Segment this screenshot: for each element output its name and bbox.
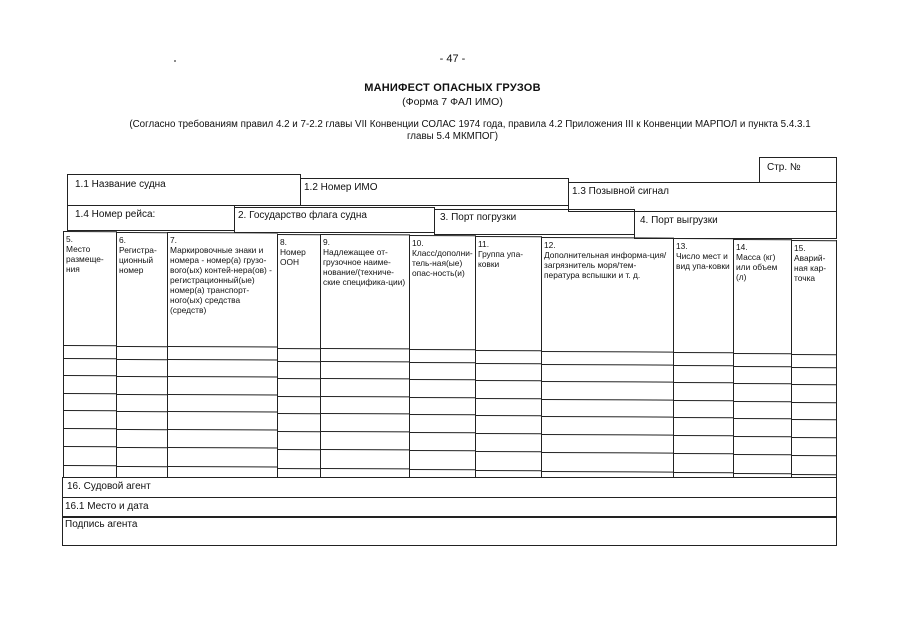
table-cell[interactable] bbox=[734, 354, 791, 366]
table-cell[interactable] bbox=[734, 402, 791, 418]
table-cell[interactable] bbox=[410, 350, 475, 362]
table-cell[interactable] bbox=[542, 453, 673, 471]
table-cell[interactable] bbox=[168, 412, 277, 429]
table-cell[interactable] bbox=[64, 411, 116, 428]
column-title: Масса (кг) или объем (л) bbox=[736, 252, 778, 282]
table-cell[interactable] bbox=[734, 384, 791, 401]
table-cell[interactable] bbox=[410, 433, 475, 450]
page-number-field[interactable] bbox=[759, 157, 837, 183]
table-cell[interactable] bbox=[734, 419, 791, 436]
discharge-port-label: 4. Порт выгрузки bbox=[640, 215, 718, 226]
table-cell[interactable] bbox=[542, 352, 673, 364]
table-cell[interactable] bbox=[476, 364, 541, 380]
column-title: Класс/дополни-тель-ная(ые) опас-ность(и) bbox=[412, 248, 473, 278]
table-cell[interactable] bbox=[476, 434, 541, 451]
form-subtitle: (Форма 7 ФАЛ ИМО) bbox=[402, 96, 503, 108]
table-cell[interactable] bbox=[321, 349, 409, 361]
column-number: 5. bbox=[66, 234, 73, 244]
table-cell[interactable] bbox=[542, 382, 673, 399]
table-cell[interactable] bbox=[674, 401, 733, 417]
place-date-field[interactable] bbox=[62, 497, 837, 518]
table-cell[interactable] bbox=[542, 417, 673, 434]
table-cell[interactable] bbox=[117, 347, 167, 359]
table-row-border bbox=[409, 469, 476, 470]
table-row-border bbox=[63, 465, 117, 466]
column-number: 8. bbox=[280, 237, 287, 247]
table-cell[interactable] bbox=[792, 385, 836, 402]
scan-speck bbox=[174, 60, 176, 62]
column-header-12 bbox=[541, 238, 673, 280]
column-number: 7. bbox=[170, 235, 177, 245]
table-cell[interactable] bbox=[410, 398, 475, 414]
column-title: Группа упа-ковки bbox=[478, 249, 524, 269]
table-cell[interactable] bbox=[278, 414, 320, 431]
table-cell[interactable] bbox=[64, 429, 116, 446]
table-cell[interactable] bbox=[792, 368, 836, 384]
table-cell[interactable] bbox=[674, 366, 733, 382]
table-cell[interactable] bbox=[674, 353, 733, 365]
table-cell[interactable] bbox=[321, 432, 409, 449]
table-cell[interactable] bbox=[64, 359, 116, 375]
table-cell[interactable] bbox=[674, 454, 733, 472]
column-header-15 bbox=[791, 241, 836, 283]
column-number: 13. bbox=[676, 241, 688, 251]
column-number: 6. bbox=[119, 235, 126, 245]
column-title: Регистра-ционный номер bbox=[119, 245, 157, 275]
table-cell[interactable] bbox=[64, 376, 116, 393]
loading-port-field[interactable] bbox=[434, 209, 635, 235]
table-cell[interactable] bbox=[117, 377, 167, 394]
flag-state-field[interactable] bbox=[234, 207, 435, 233]
table-cell[interactable] bbox=[542, 365, 673, 381]
table-cell[interactable] bbox=[542, 400, 673, 416]
column-header-11 bbox=[475, 237, 541, 269]
table-cell[interactable] bbox=[117, 360, 167, 376]
column-header-10 bbox=[409, 236, 475, 278]
table-cell[interactable] bbox=[278, 349, 320, 361]
column-number: 15. bbox=[794, 243, 806, 253]
table-cell[interactable] bbox=[321, 450, 409, 468]
column-title: Аварий-ная кар-точка bbox=[794, 253, 827, 283]
column-number: 12. bbox=[544, 240, 556, 250]
signature-field[interactable] bbox=[62, 516, 837, 546]
table-cell[interactable] bbox=[278, 432, 320, 449]
table-cell[interactable] bbox=[168, 347, 277, 359]
table-cell[interactable] bbox=[674, 436, 733, 453]
table-row-border bbox=[277, 468, 321, 469]
column-title: Номер ООН bbox=[280, 247, 306, 267]
table-cell[interactable] bbox=[278, 362, 320, 378]
call-sign-label: 1.3 Позывной сигнал bbox=[572, 186, 670, 197]
table-cell[interactable] bbox=[168, 448, 277, 466]
table-row-border bbox=[791, 474, 837, 475]
table-cell[interactable] bbox=[410, 451, 475, 469]
page-number-label: Стр. № bbox=[767, 162, 801, 173]
table-row-border bbox=[733, 473, 792, 474]
table-cell[interactable] bbox=[117, 430, 167, 447]
table-cell[interactable] bbox=[168, 377, 277, 394]
legal-note-line2: главы 5.4 МКМПОГ) bbox=[406, 131, 499, 142]
table-row-border bbox=[673, 472, 734, 473]
table-cell[interactable] bbox=[64, 394, 116, 410]
table-cell[interactable] bbox=[792, 438, 836, 455]
table-cell[interactable] bbox=[321, 362, 409, 378]
table-row-border bbox=[167, 466, 278, 467]
table-cell[interactable] bbox=[321, 397, 409, 413]
column-title: Место размеще-ния bbox=[66, 244, 104, 274]
table-cell[interactable] bbox=[168, 430, 277, 447]
table-cell[interactable] bbox=[542, 435, 673, 452]
column-title: Дополнительная информа-ция/загрязнитель моря/тем-пература вспышки и т. д. bbox=[544, 250, 667, 280]
column-number: 10. bbox=[412, 238, 424, 248]
discharge-port-field[interactable] bbox=[634, 211, 837, 239]
table-cell[interactable] bbox=[674, 383, 733, 400]
table-cell[interactable] bbox=[278, 397, 320, 413]
imo-number-label: 1.2 Номер ИМО bbox=[304, 182, 378, 193]
column-title: Маркировочные знаки и номера - номер(а) грузо-вого(ых) контей-нера(ов) - регистрационный(ые) номер(а) транспорт-ного(ых) средства (средств) bbox=[170, 245, 272, 315]
table-cell[interactable] bbox=[117, 412, 167, 429]
table-cell[interactable] bbox=[792, 420, 836, 437]
column-header-9 bbox=[320, 235, 409, 287]
agent-label: 16. Судовой агент bbox=[67, 481, 151, 492]
column-header-5 bbox=[63, 232, 116, 274]
table-cell[interactable] bbox=[674, 418, 733, 435]
form-title: МАНИФЕСТ ОПАСНЫХ ГРУЗОВ bbox=[364, 82, 541, 94]
column-header-7 bbox=[167, 233, 277, 315]
ship-name-label: 1.1 Название судна bbox=[75, 179, 166, 190]
flag-state-label: 2. Государство флага судна bbox=[238, 210, 367, 221]
table-cell[interactable] bbox=[410, 415, 475, 432]
table-row-border bbox=[475, 470, 542, 471]
table-cell[interactable] bbox=[278, 379, 320, 396]
column-title: Число мест и вид упа-ковки bbox=[676, 251, 730, 271]
table-column-border bbox=[836, 240, 837, 478]
column-header-14 bbox=[733, 240, 791, 282]
table-cell[interactable] bbox=[64, 447, 116, 465]
agent-field[interactable] bbox=[62, 477, 837, 498]
call-sign-field[interactable] bbox=[568, 182, 837, 212]
table-row-border bbox=[541, 471, 674, 473]
loading-port-label: 3. Порт погрузки bbox=[440, 212, 517, 223]
table-cell[interactable] bbox=[278, 450, 320, 468]
table-row-border bbox=[116, 466, 168, 467]
table-cell[interactable] bbox=[476, 399, 541, 415]
table-cell[interactable] bbox=[410, 380, 475, 397]
place-date-label: 16.1 Место и дата bbox=[65, 501, 149, 512]
column-header-6 bbox=[116, 233, 167, 275]
legal-note-line1: (Согласно требованиям правил 4.2 и 7-2.2 главы VII Конвенции СОЛАС 1974 года, правила 4.2 Приложения III к Конвенции МАРПОЛ и пункта 5.4.3.1 bbox=[129, 119, 811, 130]
voyage-field[interactable] bbox=[67, 205, 235, 231]
column-title: Надлежащее от-грузочное наиме-нование/(техниче-ские специфика-ции) bbox=[323, 247, 406, 287]
table-cell[interactable] bbox=[792, 456, 836, 474]
column-number: 14. bbox=[736, 242, 748, 252]
table-cell[interactable] bbox=[64, 346, 116, 358]
table-cell[interactable] bbox=[321, 379, 409, 396]
table-cell[interactable] bbox=[792, 403, 836, 419]
table-cell[interactable] bbox=[476, 416, 541, 433]
table-cell[interactable] bbox=[168, 395, 277, 411]
table-row-border bbox=[320, 468, 410, 469]
table-cell[interactable] bbox=[117, 448, 167, 466]
table-cell[interactable] bbox=[734, 437, 791, 454]
table-cell[interactable] bbox=[410, 363, 475, 379]
voyage-label: 1.4 Номер рейса: bbox=[75, 209, 156, 220]
column-header-13 bbox=[673, 239, 733, 271]
table-cell[interactable] bbox=[321, 414, 409, 431]
column-number: 11. bbox=[478, 239, 490, 249]
column-header-8 bbox=[277, 235, 320, 267]
table-cell[interactable] bbox=[476, 351, 541, 363]
column-number: 9. bbox=[323, 237, 330, 247]
table-cell[interactable] bbox=[476, 381, 541, 398]
table-cell[interactable] bbox=[792, 355, 836, 367]
table-cell[interactable] bbox=[734, 455, 791, 473]
ship-name-field[interactable] bbox=[67, 174, 301, 206]
page-number: - 47 - bbox=[439, 53, 466, 65]
table-cell[interactable] bbox=[734, 367, 791, 383]
signature-label: Подпись агента bbox=[65, 519, 138, 530]
table-cell[interactable] bbox=[117, 395, 167, 411]
table-cell[interactable] bbox=[476, 452, 541, 470]
table-cell[interactable] bbox=[168, 360, 277, 376]
imo-number-field[interactable] bbox=[300, 178, 569, 206]
